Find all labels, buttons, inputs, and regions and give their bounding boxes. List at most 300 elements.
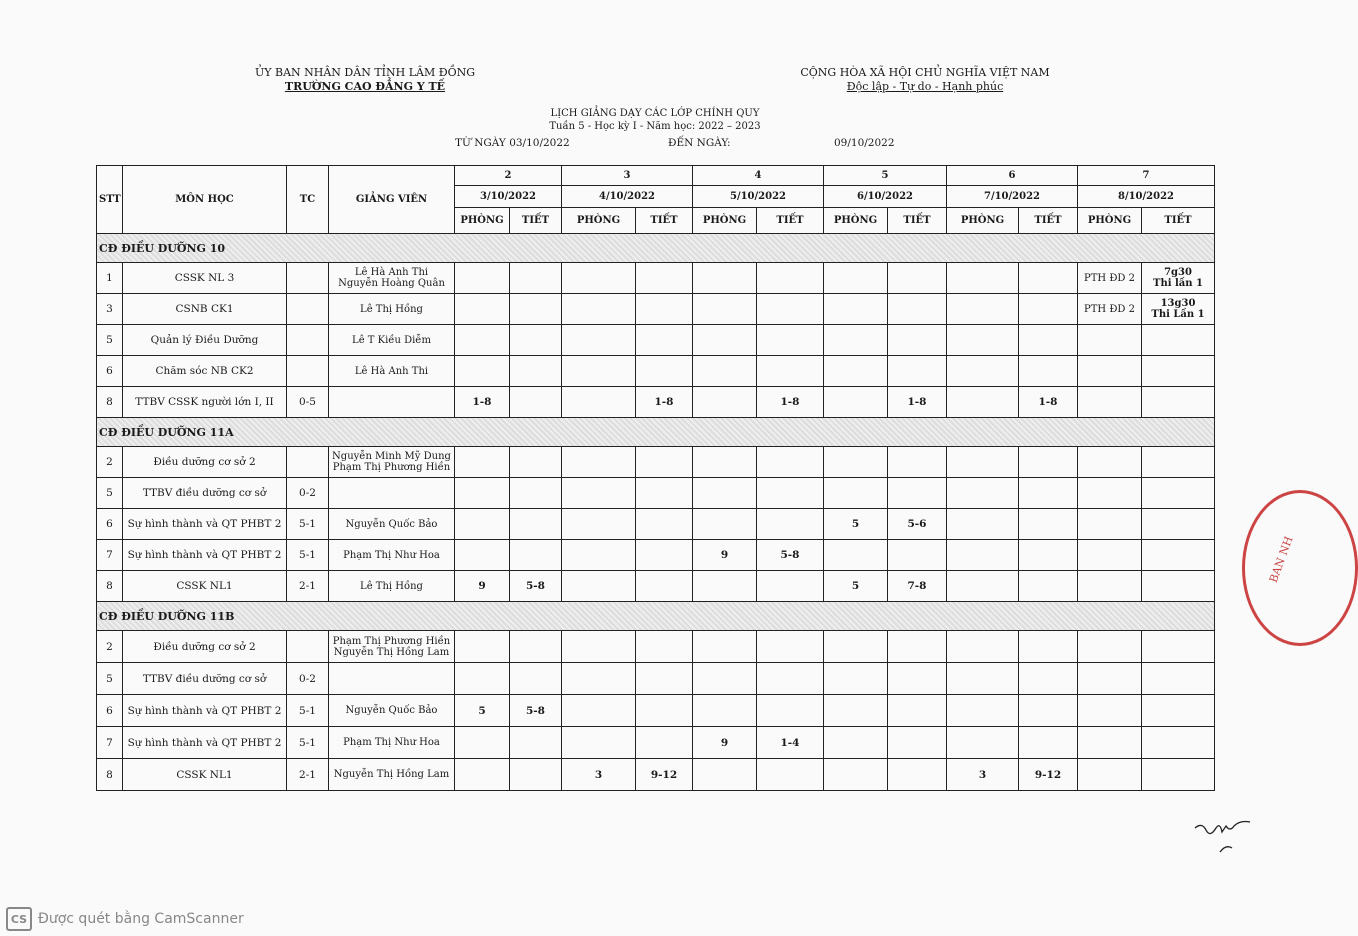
- teacher-cell: Lê Thị Hồng: [329, 294, 455, 325]
- day-number: 2: [455, 166, 562, 186]
- period-cell: [636, 571, 693, 602]
- period-cell: [757, 759, 824, 791]
- period-cell: 9-12: [636, 759, 693, 791]
- tc-cell: 5-1: [287, 540, 329, 571]
- period-cell: [888, 540, 947, 571]
- room-cell: [562, 447, 636, 478]
- room-cell: PTH ĐD 2: [1078, 263, 1142, 294]
- period-cell: [888, 294, 947, 325]
- room-cell: [455, 263, 510, 294]
- day-number: 5: [824, 166, 947, 186]
- room-cell: [562, 387, 636, 418]
- subject-cell: CSSK NL1: [123, 571, 287, 602]
- period-cell: [510, 325, 562, 356]
- room-cell: [693, 759, 757, 791]
- room-cell: [1078, 759, 1142, 791]
- room-cell: [824, 540, 888, 571]
- period-header: TIẾT: [636, 208, 693, 234]
- title-block: [460, 107, 850, 133]
- room-cell: [1078, 478, 1142, 509]
- room-cell: [947, 325, 1019, 356]
- day-number: 7: [1078, 166, 1215, 186]
- period-cell: [757, 447, 824, 478]
- subject-cell: Sự hình thành và QT PHBT 2: [123, 509, 287, 540]
- period-cell: [888, 631, 947, 663]
- period-cell: [636, 447, 693, 478]
- period-cell: [888, 759, 947, 791]
- room-cell: [562, 263, 636, 294]
- period-cell: [1142, 663, 1215, 695]
- tc-cell: 0-2: [287, 478, 329, 509]
- table-row: [97, 447, 1215, 478]
- period-cell: [757, 294, 824, 325]
- period-cell: [1019, 540, 1078, 571]
- table-row: [97, 759, 1215, 791]
- period-cell: [1019, 325, 1078, 356]
- period-cell: [636, 509, 693, 540]
- room-cell: [1078, 663, 1142, 695]
- room-cell: [562, 356, 636, 387]
- period-cell: 5-8: [757, 540, 824, 571]
- room-cell: [824, 727, 888, 759]
- subject-cell: CSSK NL 3: [123, 263, 287, 294]
- period-cell: [1019, 695, 1078, 727]
- tc-cell: 2-1: [287, 571, 329, 602]
- room-cell: [1078, 509, 1142, 540]
- period-cell: [510, 356, 562, 387]
- period-cell: [757, 571, 824, 602]
- subject-cell: TTBV điều dưỡng cơ sở: [123, 663, 287, 695]
- period-cell: [1142, 695, 1215, 727]
- day-date: 3/10/2022: [455, 186, 562, 208]
- tc-cell: 2-1: [287, 759, 329, 791]
- room-cell: [562, 509, 636, 540]
- period-cell: [757, 663, 824, 695]
- room-cell: 1-8: [455, 387, 510, 418]
- tc-cell: [287, 447, 329, 478]
- table-row: [97, 540, 1215, 571]
- stt-cell: 5: [97, 478, 123, 509]
- stt-cell: 5: [97, 325, 123, 356]
- room-cell: [693, 571, 757, 602]
- room-cell: [947, 695, 1019, 727]
- room-cell: [1078, 325, 1142, 356]
- tc-cell: [287, 631, 329, 663]
- room-cell: [947, 540, 1019, 571]
- stt-cell: 2: [97, 631, 123, 663]
- period-cell: 1-8: [636, 387, 693, 418]
- period-cell: [757, 509, 824, 540]
- period-cell: [510, 631, 562, 663]
- room-cell: 5: [455, 695, 510, 727]
- stt-cell: 3: [97, 294, 123, 325]
- period-cell: [1019, 294, 1078, 325]
- period-cell: [1142, 540, 1215, 571]
- day-number: 3: [562, 166, 693, 186]
- period-cell: [636, 294, 693, 325]
- room-cell: [824, 294, 888, 325]
- period-cell: [888, 447, 947, 478]
- room-cell: [455, 631, 510, 663]
- period-cell: [1019, 509, 1078, 540]
- period-cell: [1142, 478, 1215, 509]
- period-cell: 1-8: [888, 387, 947, 418]
- room-cell: [455, 356, 510, 387]
- room-cell: [1078, 387, 1142, 418]
- period-cell: [510, 509, 562, 540]
- period-cell: [510, 294, 562, 325]
- left-header: [250, 66, 480, 94]
- section-title: CĐ ĐIỀU DƯỠNG 11B: [97, 602, 1215, 631]
- room-cell: 9: [693, 540, 757, 571]
- subject-cell: Sự hình thành và QT PHBT 2: [123, 727, 287, 759]
- room-cell: 9: [455, 571, 510, 602]
- tc-cell: 0-5: [287, 387, 329, 418]
- teacher-cell: Nguyễn Quốc Bảo: [329, 509, 455, 540]
- tc-cell: 5-1: [287, 727, 329, 759]
- room-header: PHÒNG: [1078, 208, 1142, 234]
- room-cell: [693, 356, 757, 387]
- room-cell: [455, 294, 510, 325]
- teacher-cell: Lê T Kiều Diễm: [329, 325, 455, 356]
- tc-header: TC: [287, 166, 329, 234]
- room-cell: [562, 325, 636, 356]
- table-row: [97, 663, 1215, 695]
- room-cell: [693, 294, 757, 325]
- stt-cell: 8: [97, 387, 123, 418]
- period-cell: 1-8: [757, 387, 824, 418]
- header-right-line1: CỘNG HÒA XÃ HỘI CHỦ NGHĨA VIỆT NAM: [800, 66, 1050, 79]
- period-cell: [888, 695, 947, 727]
- schedule-table: [96, 165, 1215, 791]
- stt-cell: 5: [97, 663, 123, 695]
- room-cell: PTH ĐD 2: [1078, 294, 1142, 325]
- room-cell: [455, 325, 510, 356]
- period-cell: [888, 325, 947, 356]
- to-date-value: 09/10/2022: [834, 137, 895, 149]
- period-cell: [1142, 727, 1215, 759]
- day-date: 5/10/2022: [693, 186, 824, 208]
- room-cell: [824, 325, 888, 356]
- period-cell: [888, 727, 947, 759]
- header-left-line1: ỦY BAN NHÂN DÂN TỈNH LÂM ĐỒNG: [254, 66, 476, 79]
- subject-cell: Quản lý Điều Dưỡng: [123, 325, 287, 356]
- room-header: PHÒNG: [693, 208, 757, 234]
- period-cell: [1142, 387, 1215, 418]
- room-cell: [562, 631, 636, 663]
- room-cell: [562, 478, 636, 509]
- room-cell: [1078, 727, 1142, 759]
- period-cell: [1142, 571, 1215, 602]
- page-title: LỊCH GIẢNG DẠY CÁC LỚP CHÍNH QUY: [550, 108, 760, 119]
- room-cell: [455, 540, 510, 571]
- teacher-cell: Phạm Thị Như Hoa: [329, 727, 455, 759]
- table-row: [97, 294, 1215, 325]
- room-cell: [947, 356, 1019, 387]
- period-cell: [510, 540, 562, 571]
- room-cell: 3: [947, 759, 1019, 791]
- room-cell: [947, 294, 1019, 325]
- header-row-days: [97, 166, 1215, 186]
- day-date: 4/10/2022: [562, 186, 693, 208]
- subject-header: MÔN HỌC: [123, 166, 287, 234]
- room-cell: [824, 478, 888, 509]
- period-cell: [1019, 478, 1078, 509]
- room-cell: 9: [693, 727, 757, 759]
- room-cell: [693, 325, 757, 356]
- stt-cell: 1: [97, 263, 123, 294]
- period-cell: 9-12: [1019, 759, 1078, 791]
- period-header: TIẾT: [1019, 208, 1078, 234]
- period-cell: [888, 663, 947, 695]
- room-cell: [562, 727, 636, 759]
- teacher-cell: Lê Thị Hồng: [329, 571, 455, 602]
- room-cell: [947, 263, 1019, 294]
- subject-cell: CSSK NL1: [123, 759, 287, 791]
- day-number: 4: [693, 166, 824, 186]
- period-cell: 7-8: [888, 571, 947, 602]
- signature: [1190, 818, 1260, 858]
- tc-cell: [287, 294, 329, 325]
- period-cell: [757, 356, 824, 387]
- period-cell: [510, 663, 562, 695]
- table-row: [97, 263, 1215, 294]
- period-cell: [757, 695, 824, 727]
- header-right-line2: Độc lập - Tự do - Hạnh phúc: [846, 80, 1004, 93]
- room-cell: [562, 540, 636, 571]
- period-cell: [757, 631, 824, 663]
- room-cell: [562, 695, 636, 727]
- period-cell: [888, 356, 947, 387]
- period-cell: [1019, 727, 1078, 759]
- subject-cell: CSNB CK1: [123, 294, 287, 325]
- period-cell: 5-8: [510, 571, 562, 602]
- teacher-header: GIẢNG VIÊN: [329, 166, 455, 234]
- period-header: TIẾT: [757, 208, 824, 234]
- room-cell: [693, 263, 757, 294]
- room-cell: [455, 727, 510, 759]
- teacher-cell: Phạm Thị Như Hoa: [329, 540, 455, 571]
- period-cell: [636, 325, 693, 356]
- room-cell: [824, 631, 888, 663]
- teacher-cell: Lê Hà Anh Thi: [329, 356, 455, 387]
- seal-text: BAN NH: [1266, 534, 1296, 585]
- room-cell: [947, 631, 1019, 663]
- period-cell: [1142, 447, 1215, 478]
- period-cell: 1-8: [1019, 387, 1078, 418]
- section-row: [97, 234, 1215, 263]
- room-cell: [693, 663, 757, 695]
- tc-cell: [287, 263, 329, 294]
- official-seal: [1242, 490, 1358, 646]
- schedule-body: [97, 234, 1215, 791]
- room-cell: [824, 695, 888, 727]
- period-cell: [510, 727, 562, 759]
- period-cell: [1019, 356, 1078, 387]
- room-cell: [455, 663, 510, 695]
- day-date: 7/10/2022: [947, 186, 1078, 208]
- teacher-cell: [329, 663, 455, 695]
- subject-cell: TTBV điều dưỡng cơ sở: [123, 478, 287, 509]
- room-cell: [947, 571, 1019, 602]
- period-cell: [636, 631, 693, 663]
- from-date-label: TỪ NGÀY 03/10/2022: [455, 137, 570, 149]
- room-cell: [562, 571, 636, 602]
- room-cell: [1078, 631, 1142, 663]
- period-cell: [1142, 631, 1215, 663]
- room-cell: [455, 509, 510, 540]
- room-cell: [824, 759, 888, 791]
- period-cell: [1142, 509, 1215, 540]
- room-cell: [947, 727, 1019, 759]
- room-cell: [562, 294, 636, 325]
- room-cell: [824, 447, 888, 478]
- period-cell: [1019, 571, 1078, 602]
- period-header: TIẾT: [1142, 208, 1215, 234]
- period-cell: [510, 263, 562, 294]
- period-cell: [1019, 263, 1078, 294]
- period-cell: 13g30 Thi Lần 1: [1142, 294, 1215, 325]
- room-cell: 5: [824, 571, 888, 602]
- scanner-text: Được quét bằng CamScanner: [38, 911, 244, 927]
- day-number: 6: [947, 166, 1078, 186]
- scanner-watermark: [6, 907, 244, 931]
- period-cell: [757, 478, 824, 509]
- stt-cell: 8: [97, 759, 123, 791]
- room-cell: [693, 478, 757, 509]
- room-cell: [824, 663, 888, 695]
- room-cell: [1078, 540, 1142, 571]
- table-row: [97, 356, 1215, 387]
- period-cell: 5-6: [888, 509, 947, 540]
- room-cell: [455, 478, 510, 509]
- period-cell: 1-4: [757, 727, 824, 759]
- stt-cell: 6: [97, 356, 123, 387]
- room-cell: [693, 509, 757, 540]
- teacher-cell: Nguyễn Minh Mỹ Dung Phạm Thị Phương Hiền: [329, 447, 455, 478]
- subject-cell: Chăm sóc NB CK2: [123, 356, 287, 387]
- room-cell: [455, 759, 510, 791]
- camscanner-logo: CS: [6, 907, 32, 931]
- stt-cell: 8: [97, 571, 123, 602]
- room-cell: [693, 387, 757, 418]
- period-cell: [636, 695, 693, 727]
- period-cell: [636, 478, 693, 509]
- period-cell: [636, 356, 693, 387]
- period-cell: 7g30 Thi lần 1: [1142, 263, 1215, 294]
- period-cell: [510, 478, 562, 509]
- period-cell: [636, 727, 693, 759]
- stt-cell: 6: [97, 695, 123, 727]
- page-subtitle: Tuần 5 - Học kỳ I - Năm học: 2022 – 2023: [549, 121, 761, 132]
- period-header: TIẾT: [888, 208, 947, 234]
- table-row: [97, 509, 1215, 540]
- table-row: [97, 325, 1215, 356]
- period-cell: [1019, 447, 1078, 478]
- teacher-cell: [329, 478, 455, 509]
- room-header: PHÒNG: [562, 208, 636, 234]
- period-cell: [636, 540, 693, 571]
- section-title: CĐ ĐIỀU DƯỠNG 11A: [97, 418, 1215, 447]
- tc-cell: 5-1: [287, 509, 329, 540]
- room-header: PHÒNG: [824, 208, 888, 234]
- period-cell: [1019, 663, 1078, 695]
- room-cell: [947, 663, 1019, 695]
- section-row: [97, 418, 1215, 447]
- subject-cell: Sự hình thành và QT PHBT 2: [123, 695, 287, 727]
- room-cell: [693, 631, 757, 663]
- room-header: PHÒNG: [455, 208, 510, 234]
- period-header: TIẾT: [510, 208, 562, 234]
- stt-cell: 7: [97, 540, 123, 571]
- room-header: PHÒNG: [947, 208, 1019, 234]
- day-date: 8/10/2022: [1078, 186, 1215, 208]
- period-cell: [888, 263, 947, 294]
- room-cell: [824, 263, 888, 294]
- room-cell: [562, 663, 636, 695]
- period-cell: [510, 447, 562, 478]
- period-cell: [1142, 759, 1215, 791]
- stt-cell: 7: [97, 727, 123, 759]
- period-cell: [636, 663, 693, 695]
- room-cell: [947, 478, 1019, 509]
- room-cell: [947, 387, 1019, 418]
- room-cell: [1078, 447, 1142, 478]
- right-header: [790, 66, 1060, 94]
- room-cell: [455, 447, 510, 478]
- room-cell: [693, 447, 757, 478]
- stt-header: STT: [97, 166, 123, 234]
- to-date-label: ĐẾN NGÀY:: [668, 137, 731, 149]
- period-cell: [757, 263, 824, 294]
- room-cell: [947, 447, 1019, 478]
- header-left-line2: TRƯỜNG CAO ĐẲNG Y TẾ: [284, 80, 446, 93]
- subject-cell: Sự hình thành và QT PHBT 2: [123, 540, 287, 571]
- table-row: [97, 631, 1215, 663]
- teacher-cell: Nguyễn Quốc Bảo: [329, 695, 455, 727]
- room-cell: [1078, 356, 1142, 387]
- tc-cell: [287, 356, 329, 387]
- room-cell: 3: [562, 759, 636, 791]
- room-cell: [824, 356, 888, 387]
- period-cell: [1142, 325, 1215, 356]
- teacher-cell: Phạm Thị Phương Hiền Nguyễn Thị Hồng Lam: [329, 631, 455, 663]
- period-cell: [757, 325, 824, 356]
- table-row: [97, 478, 1215, 509]
- teacher-cell: Nguyễn Thị Hồng Lam: [329, 759, 455, 791]
- room-cell: [947, 509, 1019, 540]
- table-row: [97, 727, 1215, 759]
- period-cell: 5-8: [510, 695, 562, 727]
- subject-cell: TTBV CSSK người lớn I, II: [123, 387, 287, 418]
- subject-cell: Điều dưỡng cơ sở 2: [123, 631, 287, 663]
- room-cell: [1078, 571, 1142, 602]
- tc-cell: 0-2: [287, 663, 329, 695]
- teacher-cell: [329, 387, 455, 418]
- section-row: [97, 602, 1215, 631]
- room-cell: 5: [824, 509, 888, 540]
- period-cell: [888, 478, 947, 509]
- stt-cell: 6: [97, 509, 123, 540]
- teacher-cell: Lê Hà Anh Thi Nguyễn Hoàng Quân: [329, 263, 455, 294]
- tc-cell: [287, 325, 329, 356]
- tc-cell: 5-1: [287, 695, 329, 727]
- period-cell: [1019, 631, 1078, 663]
- period-cell: [510, 759, 562, 791]
- period-cell: [1142, 356, 1215, 387]
- subject-cell: Điều dưỡng cơ sở 2: [123, 447, 287, 478]
- section-title: CĐ ĐIỀU DƯỠNG 10: [97, 234, 1215, 263]
